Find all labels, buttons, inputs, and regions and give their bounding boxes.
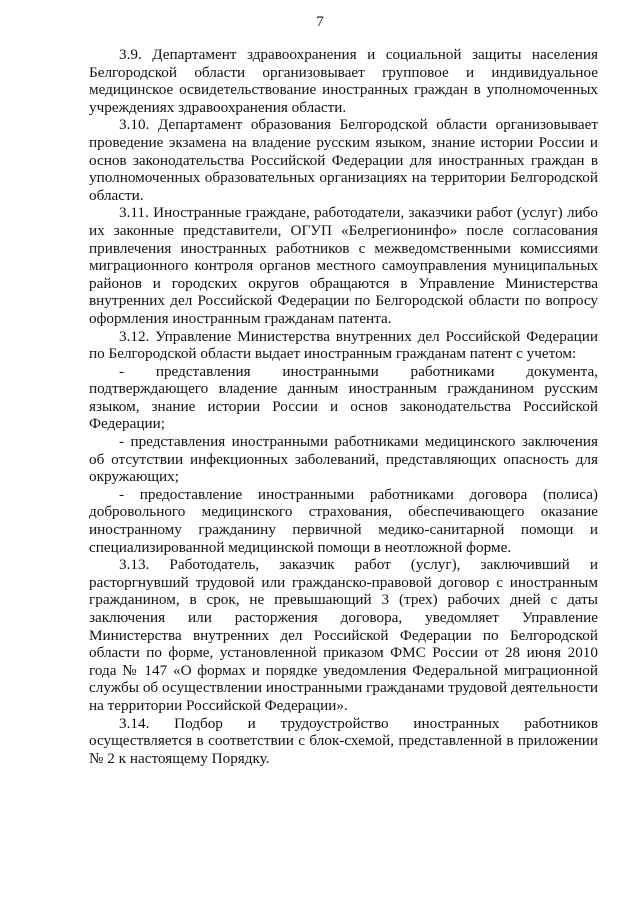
list-item-medical-certificate: - представления иностранными работниками медицинского заключения об отсутствии инфекционных заболеваний, представляющих опасность для окружающих; (89, 433, 598, 486)
list-item-language-document: - представления иностранными работниками документа, подтверждающего владение данным иностранным гражданином русским языком, знание истории России и основ законодательства Российской Федерации; (89, 362, 598, 433)
document-body (89, 46, 598, 767)
paragraph-3-12: 3.12. Управление Министерства внутренних дел Российской Федерации по Белгородской области выдает иностранным гражданам патент с учетом: (89, 327, 598, 363)
page-number: 7 (316, 14, 324, 30)
paragraph-3-9: 3.9. Департамент здравоохранения и социальной защиты населения Белгородской области организовывает групповое и индивидуальное медицинское освидетельствование иностранных граждан в уполномоченных учреждениях здравоохранения области. (89, 46, 598, 116)
list-item-insurance-policy: - предоставление иностранными работниками договора (полиса) добровольного медицинского страхования, обеспечивающего оказание иностранному гражданину первичной медико-санитарной помощи и специализированной медицинской помощи в неотложной форме. (89, 485, 598, 556)
paragraph-3-11: 3.11. Иностранные граждане, работодатели, заказчики работ (услуг) либо их законные представители, ОГУП «Белрегионинфо» после согласования привлечения иностранных работников с межведомственными комиссиями миграционного контроля органов местного самоуправления муниципальных районов и городских округов обращаются в Управление Министерства внутренних дел Российской Федерации по Белгородской области по вопросу оформления иностранным гражданам патента. (89, 204, 598, 327)
paragraph-3-10: 3.10. Департамент образования Белгородской области организовывает проведение экзамена на владение русским языком, знание истории России и основ законодательства Российской Федерации для иностранных граждан в уполномоченных образовательных организациях на территории Белгородской области. (89, 116, 598, 204)
paragraph-3-13: 3.13. Работодатель, заказчик работ (услуг), заключивший и расторгнувший трудовой или гражданско-правовой договор с иностранным гражданином, в срок, не превышающий 3 (трех) рабочих дней с даты заключения или расторжения договора, уведомляет Управление Министерства внутренних дел Российской Федерации по Белгородской области по форме, установленной приказом ФМС России от 28 июня 2010 года № 147 «О формах и порядке уведомления Федеральной миграционной службы об осуществлении иностранными гражданами трудовой деятельности на территории Российской Федерации». (89, 556, 598, 714)
paragraph-3-14: 3.14. Подбор и трудоустройство иностранных работников осуществляется в соответствии с блок-схемой, представленной в приложении № 2 к настоящему Порядку. (89, 714, 598, 767)
